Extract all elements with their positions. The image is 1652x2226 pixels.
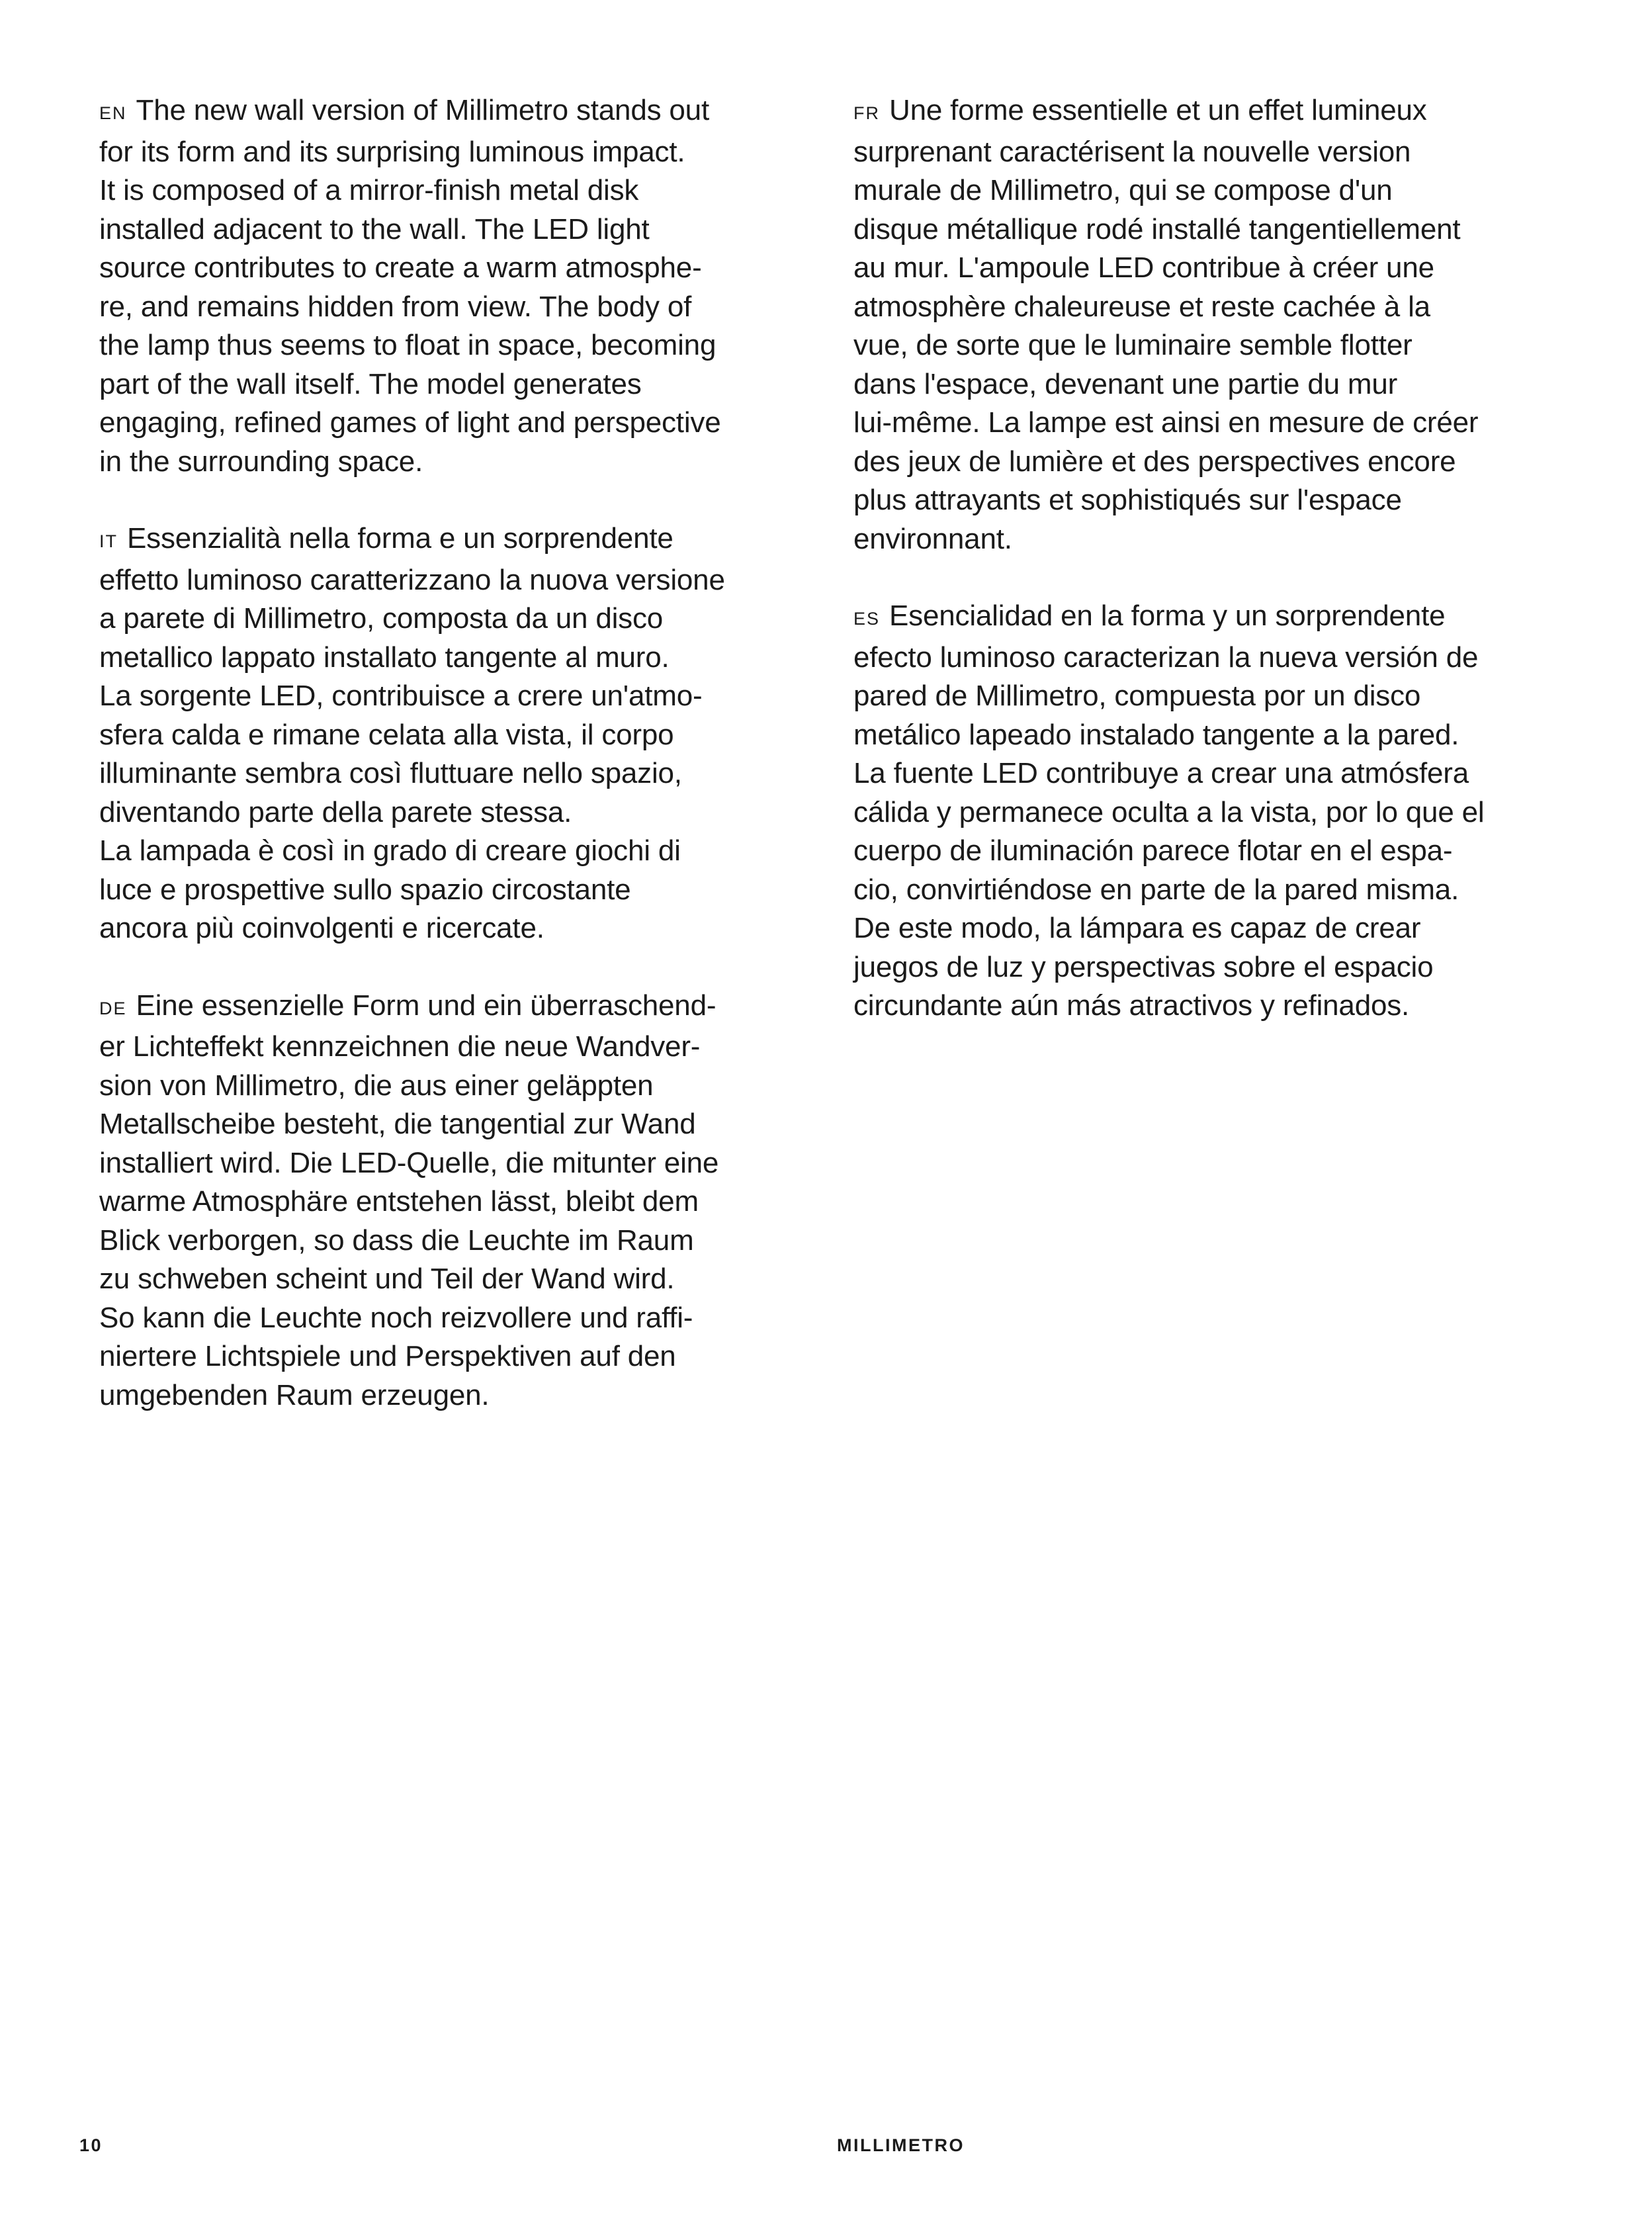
- text-line: cio, convirtiéndose en parte de la pared misma.: [853, 873, 1459, 906]
- text-line: cálida y permanece oculta a la vista, por lo que el: [853, 795, 1485, 828]
- text-line: De este modo, la lámpara es capaz de crear: [853, 912, 1421, 944]
- text-line: installiert wird. Die LED-Quelle, die mitunter eine: [99, 1146, 719, 1179]
- text-line: au mur. L'ampoule LED contribue à créer une: [853, 251, 1434, 284]
- text-block-en: [99, 91, 820, 481]
- text-line: illuminante sembra così fluttuare nello spazio,: [99, 757, 682, 789]
- text-line: in the surrounding space.: [99, 445, 423, 478]
- text-line: La lampada è così in grado di creare giochi di: [99, 834, 681, 867]
- text-line: pared de Millimetro, compuesta por un disco: [853, 680, 1421, 712]
- text-block-fr: [853, 91, 1575, 558]
- text-line: Une forme essentielle et un effet lumineux: [889, 94, 1427, 126]
- text-line: warme Atmosphäre entstehen lässt, bleibt dem: [99, 1185, 699, 1218]
- text-line: metálico lapeado instalado tangente a la pared.: [853, 718, 1459, 751]
- text-block-de: [99, 987, 820, 1415]
- text-line: zu schweben scheint und Teil der Wand wird.: [99, 1263, 675, 1295]
- text-line: Eine essenzielle Form und ein überraschend-: [136, 989, 717, 1022]
- text-line: atmosphère chaleureuse et reste cachée à la: [853, 290, 1430, 323]
- text-line: Metallscheibe besteht, die tangential zur Wand: [99, 1108, 696, 1140]
- text-line: efecto luminoso caracterizan la nueva versión de: [853, 641, 1479, 674]
- text-line: environnant.: [853, 522, 1012, 555]
- text-line: La sorgente LED, contribuisce a crere un'atmo-: [99, 680, 703, 712]
- text-block-it: [99, 519, 820, 948]
- text-line: umgebenden Raum erzeugen.: [99, 1378, 490, 1411]
- language-tag: DE: [99, 998, 127, 1018]
- text-line: The new wall version of Millimetro stands out: [136, 94, 709, 126]
- text-line: Esencialidad en la forma y un sorprendente: [889, 600, 1446, 632]
- text-line: murale de Millimetro, qui se compose d'un: [853, 174, 1393, 206]
- text-line: plus attrayants et sophistiqués sur l'espace: [853, 484, 1402, 516]
- text-line: a parete di Millimetro, composta da un disco: [99, 602, 664, 635]
- footer-brand: MILLIMETRO: [837, 2135, 965, 2155]
- text-line: the lamp thus seems to float in space, becoming: [99, 329, 717, 361]
- text-line: sion von Millimetro, die aus einer geläppten: [99, 1069, 654, 1102]
- text-line: niertere Lichtspiele und Perspektiven auf den: [99, 1340, 676, 1372]
- text-line: metallico lappato installato tangente al muro.: [99, 641, 670, 674]
- text-line: vue, de sorte que le luminaire semble flotter: [853, 329, 1413, 361]
- language-tag: ES: [853, 609, 881, 629]
- right-column: [853, 91, 1575, 1064]
- text-line: engaging, refined games of light and perspective: [99, 406, 721, 439]
- text-line: cuerpo de iluminación parece flotar en el espa-: [853, 834, 1453, 867]
- text-line: er Lichteffekt kennzeichnen die neue Wandver-: [99, 1030, 701, 1063]
- page-number: 10: [79, 2135, 103, 2155]
- language-tag: IT: [99, 531, 118, 551]
- text-line: surprenant caractérisent la nouvelle version: [853, 135, 1411, 168]
- text-line: re, and remains hidden from view. The body of: [99, 290, 692, 323]
- text-line: sfera calda e rimane celata alla vista, il corpo: [99, 718, 674, 751]
- text-line: circundante aún más atractivos y refinados.: [853, 989, 1410, 1022]
- text-line: So kann die Leuchte noch reizvollere und raffi-: [99, 1301, 693, 1334]
- left-column: [99, 91, 820, 1453]
- text-line: disque métallique rodé installé tangentiellement: [853, 212, 1461, 245]
- text-line: It is composed of a mirror-finish metal disk: [99, 174, 639, 206]
- text-line: for its form and its surprising luminous impact.: [99, 135, 685, 168]
- language-tag: EN: [99, 103, 127, 123]
- text-line: ancora più coinvolgenti e ricercate.: [99, 912, 544, 944]
- text-line: lui-même. La lampe est ainsi en mesure de créer: [853, 406, 1479, 439]
- text-line: juegos de luz y perspectivas sobre el espacio: [853, 950, 1434, 983]
- text-line: installed adjacent to the wall. The LED light: [99, 212, 650, 245]
- text-line: Blick verborgen, so dass die Leuchte im Raum: [99, 1224, 694, 1257]
- text-line: dans l'espace, devenant une partie du mur: [853, 367, 1398, 400]
- text-line: part of the wall itself. The model generates: [99, 367, 642, 400]
- text-block-es: [853, 597, 1575, 1026]
- text-line: effetto luminoso caratterizzano la nuova versione: [99, 563, 725, 596]
- text-line: diventando parte della parete stessa.: [99, 795, 572, 828]
- text-line: La fuente LED contribuye a crear una atmósfera: [853, 757, 1469, 789]
- text-line: Essenzialità nella forma e un sorprendente: [127, 522, 674, 555]
- text-line: source contributes to create a warm atmosphe-: [99, 251, 702, 284]
- language-tag: FR: [853, 103, 880, 123]
- text-line: luce e prospettive sullo spazio circostante: [99, 873, 631, 906]
- text-line: des jeux de lumière et des perspectives encore: [853, 445, 1456, 478]
